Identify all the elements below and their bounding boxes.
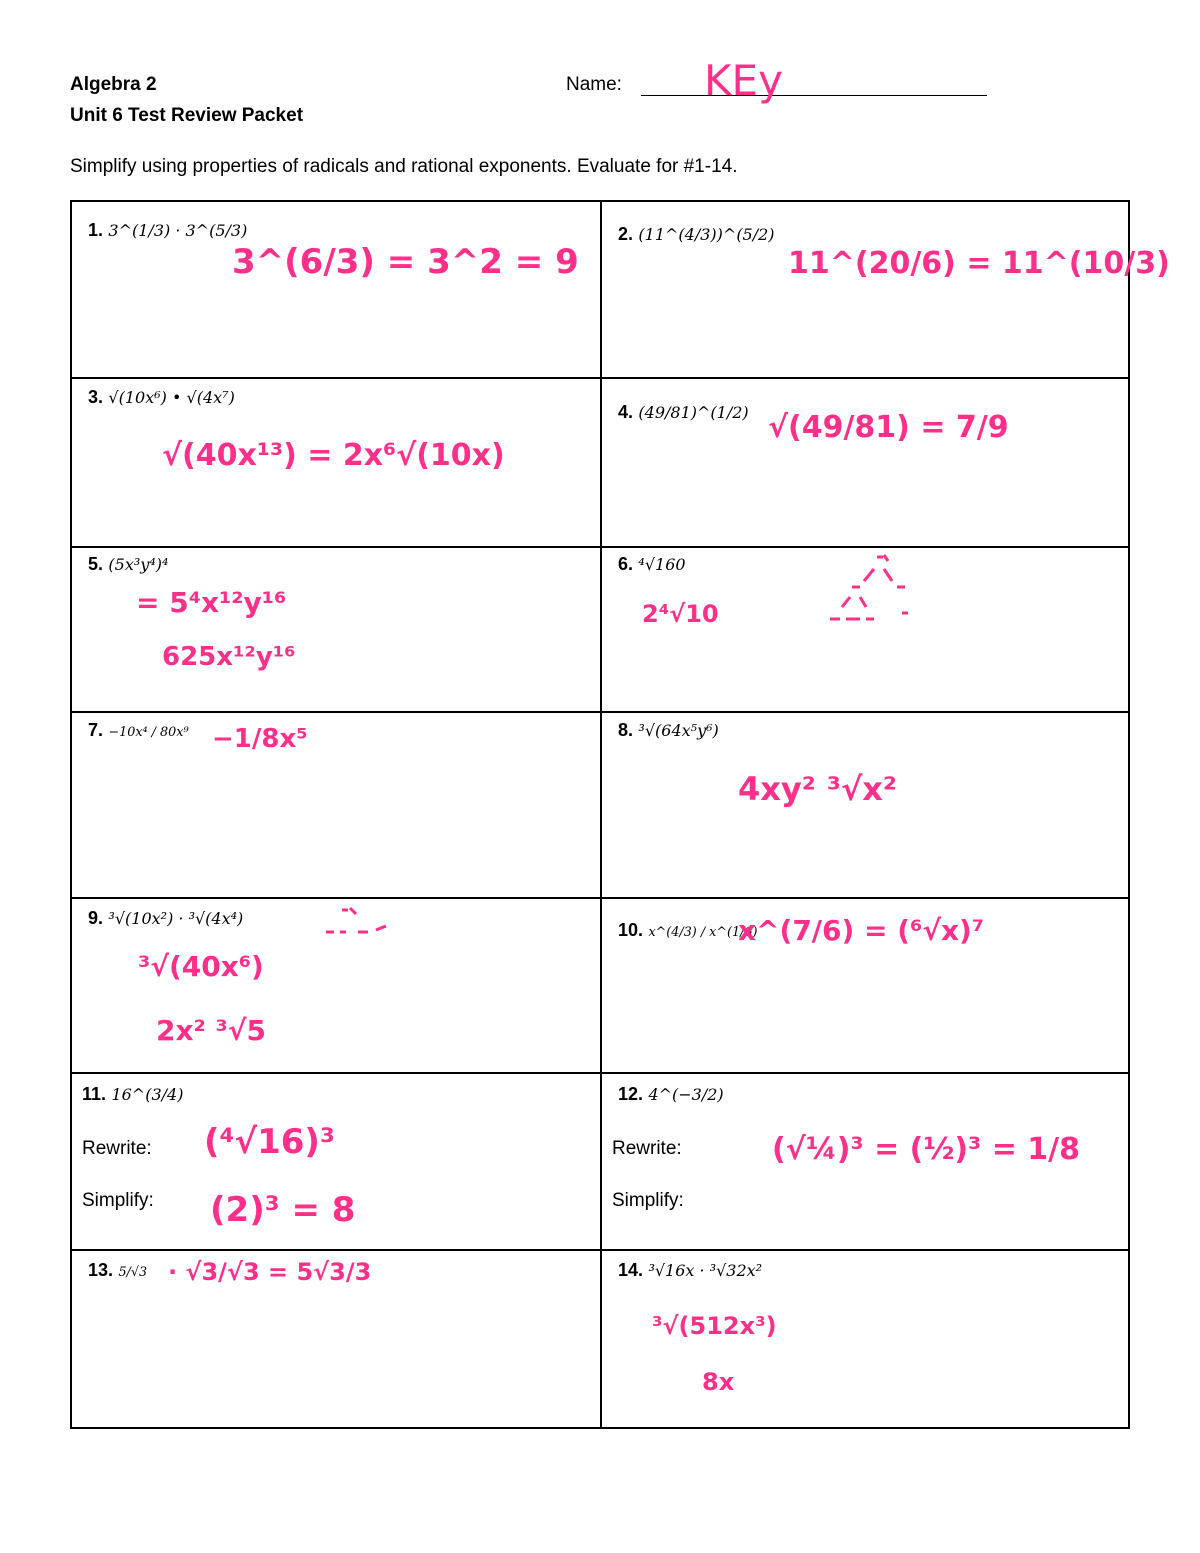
work-14a: ³√(512x³) [652,1312,777,1340]
problem-10: 10. x^(4/3) / x^(1/6) [618,920,758,940]
packet-title: Unit 6 Test Review Packet [70,105,304,126]
row-divider [72,377,1128,379]
problem-4: 4. (49/81)^(1/2) [618,402,749,422]
problem-9: 9. ³√(10x²) · ³√(4x⁴) [88,908,244,928]
name-label: Name: [566,74,622,95]
row-divider [72,1249,1128,1251]
row-divider [72,546,1128,548]
work-13: · √3/√3 = 5√3/3 [168,1258,372,1286]
simplify-label-12: Simplify: [612,1190,684,1211]
work-11a: (⁴√16)³ [204,1122,335,1162]
problem-13: 13. 5/√3 [88,1260,148,1280]
rewrite-label-11: Rewrite: [82,1138,152,1159]
instructions: Simplify using properties of radicals and rational exponents. Evaluate for #1-14. [70,156,738,177]
work-9a: ³√(40x⁶) [138,950,264,983]
factor-sketch [322,902,402,942]
problem-2: 2. (11^(4/3))^(5/2) [618,224,775,244]
problem-grid [70,200,1170,1429]
problem-7: 7. −10x⁴ / 80x⁹ [88,720,189,740]
column-divider [600,202,602,1427]
work-7: −1/8x⁵ [212,724,308,754]
name-field-line [641,95,987,96]
work-12: (√¼)³ = (½)³ = 1/8 [772,1132,1080,1167]
work-2: 11^(20/6) = 11^(10/3) [788,246,1170,281]
work-4: √(49/81) = 7/9 [768,410,1009,445]
name-value: KEy [704,56,783,105]
rewrite-label-12: Rewrite: [612,1138,682,1159]
work-11b: (2)³ = 8 [210,1190,356,1230]
work-10: x^(7/6) = (⁶√x)⁷ [738,914,985,947]
problem-6: 6. ⁴√160 [618,554,686,574]
work-8: 4xy² ³√x² [738,770,897,808]
work-6: 2⁴√10 [642,600,719,628]
course-title: Algebra 2 [70,74,157,95]
problem-14: 14. ³√16x · ³√32x² [618,1260,763,1280]
problem-12: 12. 4^(−3/2) [618,1084,724,1104]
row-divider [72,897,1128,899]
row-divider [72,711,1128,713]
problem-1: 1. 3^(1/3) · 3^(5/3) [88,220,248,240]
work-1: 3^(6/3) = 3^2 = 9 [232,242,579,282]
problem-11: 11. 16^(3/4) [82,1084,184,1104]
problem-8: 8. ³√(64x⁵y⁶) [618,720,719,740]
work-9b: 2x² ³√5 [156,1014,266,1047]
factor-tree-sketch [822,547,932,627]
problem-3: 3. √(10x⁶) • √(4x⁷) [88,387,235,407]
work-14b: 8x [702,1368,735,1396]
work-3: √(40x¹³) = 2x⁶√(10x) [162,438,505,473]
work-5b: 625x¹²y¹⁶ [162,642,296,672]
work-5a: = 5⁴x¹²y¹⁶ [136,586,287,619]
problem-5: 5. (5x³y⁴)⁴ [88,554,169,574]
row-divider [72,1072,1128,1074]
simplify-label-11: Simplify: [82,1190,154,1211]
